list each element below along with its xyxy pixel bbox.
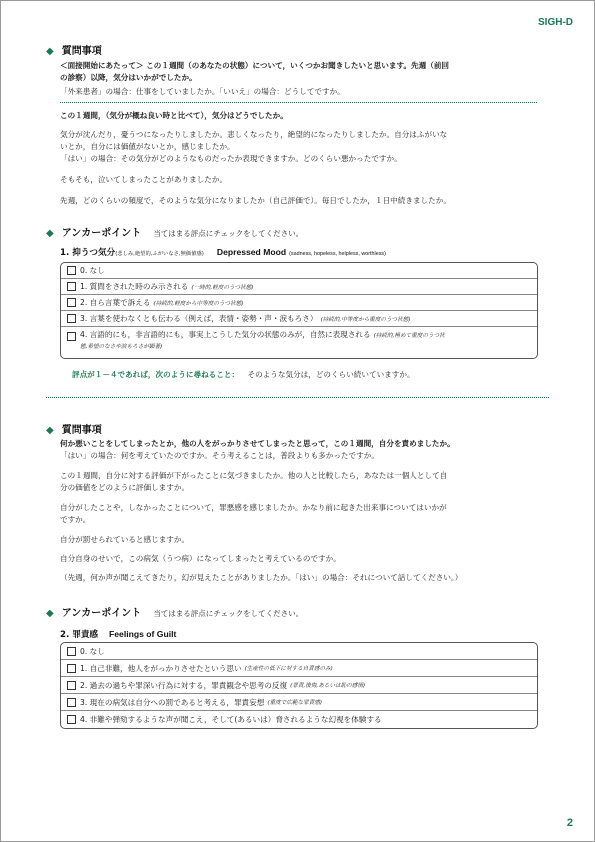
option-label: 3. 言葉を使わなくとも伝わる（例えば，表情・姿勢・声・涙もろさ） [80, 314, 318, 323]
section2-para3: 自分が罰せられていると感じますか。 [60, 535, 190, 544]
section2-question: 何か悪いことをしてしまったとか，他の人をがっかりさせてしまったと思って，この１週間，自分を責めましたか。 [60, 439, 455, 448]
section1-question-line2: の診察）以降，気分はいかがでしたか。 [60, 73, 197, 82]
option-note: (持続的,軽度から中等度のうつ状態) [153, 300, 244, 307]
section1-para1-line1: 気分が沈んだり，憂うつになったりしましたか。悲しくなったり，絶望的になったりしましたか。自分はふがいな [60, 130, 448, 139]
item-title-english-sub: (sadness, hopeless, helpless, worthless) [289, 251, 386, 257]
anchor2-instruction: 当てはまる評点にチェックをしてください。 [153, 609, 304, 618]
section2-question-plain: 「はい」の場合：何を考えていたのですか。そう考えることは，普段よりも多かったですか。 [60, 451, 379, 460]
option-line [80, 330, 445, 342]
option-label: 4. 言語的にも，非言語的にも，事実上こうした気分の状態のみが，自然に表現される [80, 330, 371, 339]
anchor2-options-box [60, 642, 538, 729]
option-note-cont: 態,希望のなさや涙もろさが顕著) [80, 343, 163, 350]
item-title-text: 2. 罪責感 [60, 630, 99, 640]
option-note: (重度で広範な罪責感) [267, 700, 323, 706]
checkbox-icon[interactable] [67, 715, 76, 724]
checkbox-icon[interactable] [67, 681, 76, 690]
option-row-0[interactable] [61, 263, 537, 279]
section2-para4: 自分自身のせいで，この病気（うつ病）になってしまったと考えているのですか。 [60, 554, 341, 563]
option-row-4[interactable] [61, 711, 537, 728]
anchor2-heading-text: アンカーポイント [61, 608, 142, 619]
item-title-english: Depressed Mood [216, 247, 287, 257]
checkbox-icon[interactable] [67, 298, 76, 307]
diamond-icon: ◆ [46, 608, 54, 619]
anchor1-options-box [60, 262, 538, 359]
option-label: 2. 自ら言葉で訴える [80, 298, 151, 307]
option-label: 0. なし [80, 266, 105, 275]
option-note: (罪責,後悔,あるいは恥の感情) [290, 683, 366, 689]
section1-para1-line3: 「はい」の場合：その気分がどのようなものだったか表現できますか。どのくらい悪かったですか。 [60, 154, 402, 163]
option-row-3[interactable] [61, 311, 537, 327]
checkbox-icon[interactable] [67, 266, 76, 275]
section-divider [46, 397, 549, 398]
option-label: 2. 過去の過ちや罪深い行為に対する，罪責観念や思考の反復 [80, 680, 288, 690]
checkbox-icon[interactable] [67, 282, 76, 291]
option-note: (持続的,中等度から重度のうつ状態) [320, 316, 411, 323]
anchor1-heading [46, 224, 303, 239]
page-number: 2 [566, 817, 573, 829]
option-label: 3. 現在の病気は自分への罰であると考える，罪責妄想 [80, 697, 265, 707]
option-row-3[interactable] [61, 694, 537, 711]
option-label: 1. 質問をされた時のみ示される [80, 282, 189, 291]
option-row-2[interactable] [61, 295, 537, 311]
option-text-block [80, 330, 445, 352]
section2-para1-line2: 分の価値をどのように評価しますか。 [60, 483, 190, 492]
option-label: 4. 非難や弾劾するような声が聞こえ，そして(あるいは）脅されるような幻視を体験する [80, 715, 382, 724]
section2-heading-text: 質問事項 [61, 425, 102, 436]
section1-para3: 先週，どのくらいの頻度で，そのような気分になりましたか（自己評価で）。毎日でしたか，１日中続きましたか。 [60, 196, 451, 205]
section1-heading [46, 42, 102, 57]
header-code: SIGH-D [538, 17, 573, 28]
checkbox-icon[interactable] [67, 698, 76, 707]
option-row-1[interactable] [61, 279, 537, 295]
anchor1-item-title [60, 246, 386, 258]
section2-para2-line1: 自分がしたことや，しなかったことについて，罪悪感を感じましたか。かなり前に起きた出来事についてはいかが [60, 503, 447, 512]
dotted-divider [60, 102, 537, 103]
checkbox-icon[interactable] [67, 314, 76, 323]
option-note: (持続的,極めて重度のうつ状 [373, 333, 445, 339]
followup-instruction: 評点が１－４であれば，次のように尋ねること： [72, 370, 240, 379]
option-label: 1. 自己非難，他人をがっかりさせたという思い [80, 663, 242, 673]
option-row-1[interactable] [61, 660, 537, 677]
checkbox-icon[interactable] [67, 647, 76, 656]
item-title-text: 1. 抑うつ気分 [60, 248, 116, 258]
followup-question: そのような気分は，どのくらい続いていますか。 [247, 370, 415, 379]
anchor1-heading-text: アンカーポイント [61, 228, 142, 239]
item-title-english: Feelings of Guilt [109, 629, 177, 639]
checkbox-icon[interactable] [67, 664, 76, 673]
anchor2-item-title [60, 628, 176, 640]
option-label: 0. なし [80, 646, 105, 656]
section1-question-plain: 「外来患者」の場合：仕事をしていましたか。「いいえ」の場合：どうしてですか。 [60, 87, 345, 96]
diamond-icon: ◆ [46, 228, 54, 239]
option-note: (一時的,軽度のうつ状態) [191, 284, 254, 291]
checkbox-icon[interactable] [67, 332, 76, 341]
section2-heading [46, 421, 102, 436]
section1-heading-text: 質問事項 [61, 46, 102, 57]
option-row-0[interactable] [61, 643, 537, 660]
anchor1-followup [72, 369, 415, 382]
item-title-subtext: (悲しみ,絶望的,ふがいなさ,無価値感) [115, 251, 204, 257]
diamond-icon: ◆ [46, 425, 54, 436]
section1-question2: この１週間，（気分が概ね良い時と比べて），気分はどうでしたか。 [60, 111, 288, 120]
section2-para5: （先週，何か声が聞こえてきたり，幻が見えたことがありましたか。「はい」の場合：それについて話してください。） [60, 573, 463, 582]
section2-para1-line1: この１週間，自分に対する評価が下がったことに気づきましたか。他の人と比較したら，あなたは一個人として自 [60, 471, 448, 480]
section1-question-line1: ＜面接開始にあたって＞ この１週間（のあなたの状態）について，いくつかお聞きしたいと思います。先週（前回 [60, 61, 450, 70]
option-row-4[interactable] [61, 327, 537, 358]
anchor2-heading [46, 604, 303, 619]
option-row-2[interactable] [61, 677, 537, 694]
anchor1-instruction: 当てはまる評点にチェックをしてください。 [153, 229, 304, 238]
option-note: (生産性の低下に対する自責感のみ) [244, 666, 333, 672]
section1-para2: そもそも，泣いてしまったことがありましたか。 [60, 175, 228, 184]
section2-para2-line2: ですか。 [60, 515, 91, 524]
diamond-icon: ◆ [46, 46, 54, 57]
section1-para1-line2: いとか，自分には価値がないとか，感じましたか。 [60, 142, 235, 151]
